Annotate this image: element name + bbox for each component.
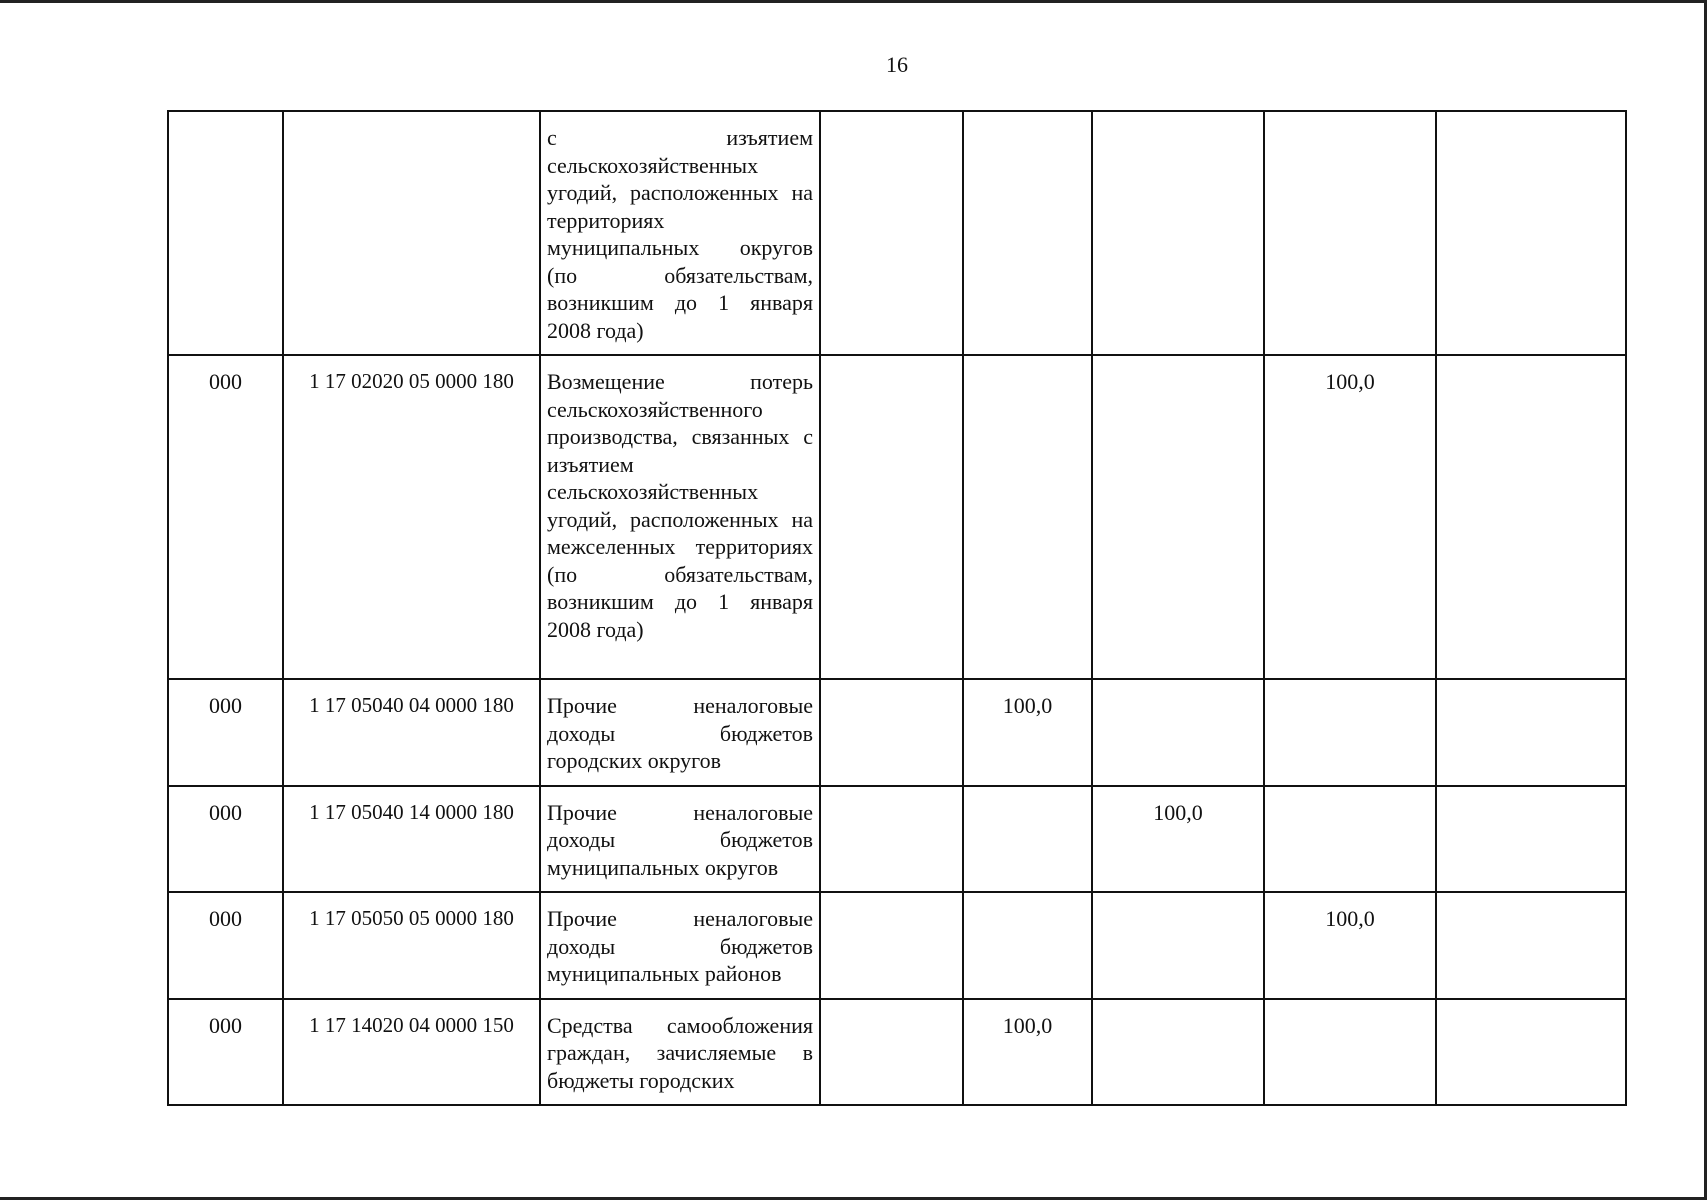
kbk-cell — [283, 111, 540, 355]
value-cell-3 — [1092, 999, 1264, 1106]
code-cell: 000 — [168, 355, 283, 679]
value-cell-5 — [1436, 999, 1626, 1106]
code-cell: 000 — [168, 679, 283, 786]
value-cell-2: 100,0 — [963, 999, 1092, 1106]
table-row — [168, 679, 1626, 786]
description-cell: Прочие неналоговые доходы бюджетов муниципальных округов — [540, 786, 820, 893]
value-cell-4 — [1264, 679, 1436, 786]
description-cell: Прочие неналоговые доходы бюджетов муниципальных районов — [540, 892, 820, 999]
value-cell-1 — [820, 786, 963, 893]
value-cell-4: 100,0 — [1264, 892, 1436, 999]
kbk-cell: 1 17 02020 05 0000 180 — [283, 355, 540, 679]
value-cell-5 — [1436, 111, 1626, 355]
page-number: 16 — [886, 52, 908, 77]
table-row — [168, 786, 1626, 893]
table-row — [168, 999, 1626, 1106]
value-cell-3 — [1092, 679, 1264, 786]
value-cell-2: 100,0 — [963, 679, 1092, 786]
kbk-cell: 1 17 05040 04 0000 180 — [283, 679, 540, 786]
value-cell-2 — [963, 892, 1092, 999]
value-cell-4 — [1264, 999, 1436, 1106]
value-cell-5 — [1436, 786, 1626, 893]
value-cell-4: 100,0 — [1264, 355, 1436, 679]
table-row — [168, 355, 1626, 679]
value-cell-3 — [1092, 355, 1264, 679]
kbk-cell: 1 17 05040 14 0000 180 — [283, 786, 540, 893]
code-cell — [168, 111, 283, 355]
value-cell-5 — [1436, 679, 1626, 786]
description-cell: с изъятием сельскохозяйственных угодий, расположенных на территориях муниципальных округов (по обязательствам, возникшим до 1 января 2008 года) — [540, 111, 820, 355]
kbk-cell: 1 17 05050 05 0000 180 — [283, 892, 540, 999]
kbk-cell: 1 17 14020 04 0000 150 — [283, 999, 540, 1106]
description-cell: Прочие неналоговые доходы бюджетов городских округов — [540, 679, 820, 786]
value-cell-1 — [820, 111, 963, 355]
value-cell-4 — [1264, 786, 1436, 893]
value-cell-4 — [1264, 111, 1436, 355]
value-cell-3 — [1092, 892, 1264, 999]
revenue-table — [167, 110, 1627, 1106]
value-cell-3 — [1092, 111, 1264, 355]
code-cell: 000 — [168, 786, 283, 893]
value-cell-5 — [1436, 892, 1626, 999]
description-cell: Средства самообложения граждан, зачисляемые в бюджеты городских — [540, 999, 820, 1106]
value-cell-2 — [963, 111, 1092, 355]
value-cell-3: 100,0 — [1092, 786, 1264, 893]
value-cell-1 — [820, 892, 963, 999]
value-cell-1 — [820, 355, 963, 679]
code-cell: 000 — [168, 892, 283, 999]
value-cell-2 — [963, 355, 1092, 679]
table-row — [168, 111, 1626, 355]
value-cell-5 — [1436, 355, 1626, 679]
description-cell: Возмещение потерь сельскохозяйственного производства, связанных с изъятием сельскохозяйственных угодий, расположенных на межселенных территориях (по обязательствам, возникшим до 1 января 2008 года) — [540, 355, 820, 679]
value-cell-2 — [963, 786, 1092, 893]
value-cell-1 — [820, 679, 963, 786]
code-cell: 000 — [168, 999, 283, 1106]
table-row — [168, 892, 1626, 999]
value-cell-1 — [820, 999, 963, 1106]
